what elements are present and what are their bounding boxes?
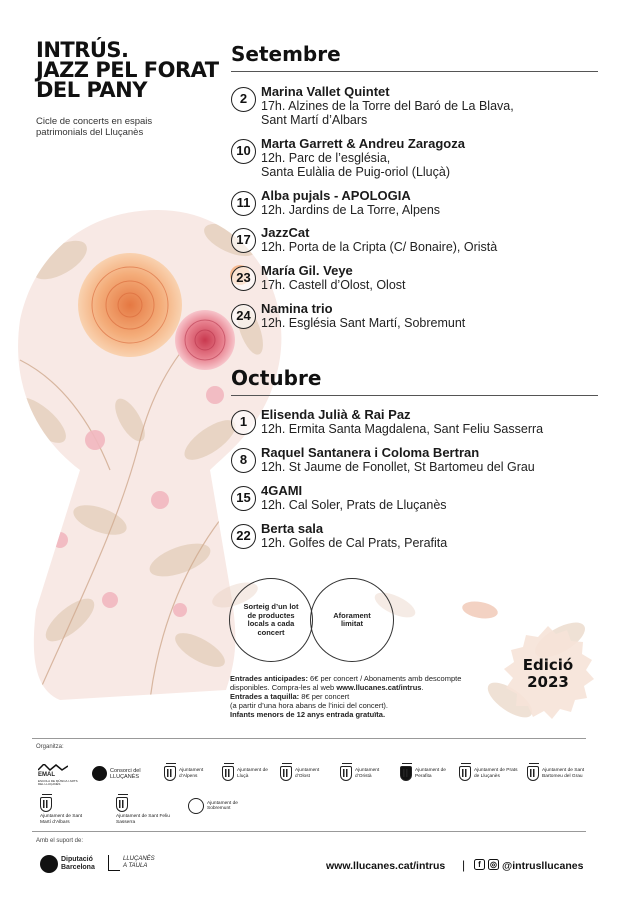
diputacio-logo	[40, 855, 95, 873]
municipal-crest-icon	[222, 766, 234, 781]
consorci-logo	[92, 766, 150, 781]
diputacio-name-2: Barcelona	[61, 864, 95, 871]
raffle-text: Sorteig d’un lot de productes locals a cada concert	[243, 602, 299, 637]
event-artist: Alba pujals - APOLOGIA	[261, 188, 411, 203]
event-venue: 12h. Jardins de La Torre, Alpens	[261, 203, 441, 217]
advance-label: Entrades anticipades:	[230, 674, 308, 683]
event-artist: Marina Vallet Quintet	[261, 84, 390, 99]
event-venue: 17h. Castell d’Olost, Olost	[261, 278, 406, 292]
poster-subtitle: Cicle de concerts en espais patrimonials del Lluçanès	[36, 116, 153, 138]
advance-text: 6€ per concert / Abonaments amb descompte disponibles. Compra-les al web	[230, 674, 462, 692]
event-venue: 12h. St Jaume de Fonollet, St Bartomeu del Grau	[261, 460, 535, 474]
organizers-label: Organitza:	[36, 744, 64, 750]
poster-title	[36, 40, 219, 100]
footer-separator: |	[462, 858, 466, 872]
event-venue: 17h. Alzines de la Torre del Baró de La Blava,	[261, 99, 514, 113]
ticket-info	[230, 674, 495, 719]
box-office-text: 8€ per concert	[299, 692, 350, 701]
event-day-badge: 23	[231, 266, 256, 291]
perafita-name: Ajuntament de Perafita	[415, 768, 446, 779]
event-item	[231, 408, 601, 448]
prats-logo	[459, 766, 520, 781]
perafita-logo	[400, 766, 449, 781]
event-venue: 12h. Església Sant Martí, Sobremunt	[261, 316, 466, 330]
event-day-badge: 2	[231, 87, 256, 112]
olost-logo	[280, 766, 329, 781]
llucanes-taula-1: LLUÇANÈS	[123, 856, 155, 862]
event-artist: 4GAMI	[261, 483, 303, 498]
event-day-badge: 8	[231, 448, 256, 473]
month-heading-october: Octubre	[231, 366, 322, 390]
event-item	[231, 264, 601, 304]
advance-end: .	[421, 683, 424, 692]
prats-name: Ajuntament de Prats de Lluçanès	[474, 768, 518, 779]
edition-label: Edició	[522, 656, 574, 674]
sobremunt-logo	[188, 798, 243, 814]
capacity-circle	[310, 578, 394, 662]
event-artist: Raquel Santanera i Coloma Bertran	[261, 445, 480, 460]
lluca-name: Ajuntament de Lluçà	[237, 768, 268, 779]
event-venue: 12h. Golfes de Cal Prats, Perafita	[261, 536, 448, 550]
municipal-crest-icon	[340, 766, 352, 781]
event-item	[231, 137, 601, 177]
section-divider	[32, 831, 586, 832]
consorci-mark-icon	[92, 766, 107, 781]
event-day-badge: 11	[231, 191, 256, 216]
edition-year: 2023	[527, 673, 569, 691]
event-artist: Marta Garrett & Andreu Zaragoza	[261, 136, 465, 151]
diputacio-name-1: Diputació	[61, 856, 93, 863]
event-day-badge: 24	[231, 304, 256, 329]
sobremunt-name: Ajuntament de Sobremunt	[207, 800, 238, 811]
emal-logo	[38, 764, 78, 787]
event-venue-cont: Santa Eulàlia de Puig-oriol (Lluçà)	[261, 165, 450, 179]
social-handle[interactable]: @intrusllucanes	[502, 860, 584, 872]
olost-name: Ajuntament d’Olost	[295, 768, 320, 779]
alpens-logo	[164, 766, 213, 781]
lluca-logo	[222, 766, 271, 781]
website-link[interactable]: www.llucanes.cat/intrus	[326, 860, 446, 872]
event-venue: 12h. Cal Soler, Prats de Lluçanès	[261, 498, 447, 512]
alpens-name: Ajuntament d’Alpens	[179, 768, 204, 779]
support-label: Amb el suport de:	[36, 838, 84, 844]
event-venue-cont: Sant Martí d’Albars	[261, 113, 368, 127]
emal-mark-icon	[38, 764, 68, 772]
sant-feliu-logo	[116, 797, 174, 825]
event-venue: 12h. Porta de la Cripta (C/ Bonaire), Oristà	[261, 240, 498, 254]
kids-free-text: Infants menors de 12 anys entrada gratuïta.	[230, 710, 386, 719]
municipal-crest-icon	[164, 766, 176, 781]
municipal-crest-icon	[527, 766, 539, 781]
municipal-crest-icon	[459, 766, 471, 781]
municipal-crest-icon	[116, 797, 128, 812]
sant-bartomeu-logo	[527, 766, 588, 781]
section-divider	[32, 738, 586, 739]
diputacio-mark-icon	[40, 855, 58, 873]
orista-name: Ajuntament d’Oristà	[355, 768, 380, 779]
event-artist: María Gil. Veye	[261, 263, 353, 278]
sant-feliu-name: Ajuntament de Sant Feliu Sasserra	[116, 814, 170, 825]
event-artist: JazzCat	[261, 225, 310, 240]
municipal-crest-icon	[40, 797, 52, 812]
llucanes-a-taula-logo	[108, 855, 155, 871]
event-venue: 12h. Parc de l’església,	[261, 151, 391, 165]
sobremunt-seal-icon	[188, 798, 204, 814]
event-day-badge: 15	[231, 486, 256, 511]
sant-marti-logo	[40, 797, 90, 825]
event-venue: 12h. Ermita Santa Magdalena, Sant Feliu Sasserra	[261, 422, 544, 436]
edition-text	[498, 657, 598, 691]
event-day-badge: 17	[231, 228, 256, 253]
title-line-3: DEL PANY	[36, 78, 147, 102]
municipal-crest-icon	[400, 766, 412, 781]
event-item	[231, 484, 601, 524]
event-item	[231, 189, 601, 229]
event-item	[231, 226, 601, 266]
fork-icon	[108, 855, 120, 871]
event-artist: Berta sala	[261, 521, 324, 536]
event-item	[231, 85, 601, 125]
title-line-1: INTRÚS.	[36, 38, 129, 62]
sant-bartomeu-name: Ajuntament de Sant Bartomeu del Grau	[542, 768, 585, 779]
event-artist: Namina trio	[261, 301, 333, 316]
facebook-icon[interactable]: f	[474, 859, 485, 870]
event-item	[231, 522, 601, 562]
instagram-icon[interactable]: ◎	[488, 859, 499, 870]
event-item	[231, 302, 601, 342]
title-line-2: JAZZ PEL FORAT	[36, 58, 219, 82]
event-artist: Elisenda Julià & Rai Paz	[261, 407, 411, 422]
orista-logo	[340, 766, 389, 781]
sant-marti-name: Ajuntament de Sant Martí d’Albars	[40, 814, 83, 825]
advance-url[interactable]: www.llucanes.cat/intrus	[336, 683, 422, 692]
raffle-circle	[229, 578, 313, 662]
llucanes-taula-2: A TAULA	[123, 863, 148, 869]
box-office-label: Entrades a taquilla:	[230, 692, 300, 701]
event-day-badge: 1	[231, 410, 256, 435]
month-heading-september: Setembre	[231, 42, 341, 66]
event-item	[231, 446, 601, 486]
month-divider	[231, 395, 598, 396]
box-office-note: (a partir d’una hora abans de l’inici del concert).	[230, 701, 389, 710]
consorci-name: Consorci del LLUÇANÈS	[110, 767, 141, 780]
municipal-crest-icon	[280, 766, 292, 781]
capacity-text: Aforament limitat	[333, 610, 371, 628]
emal-name: EMAL	[38, 772, 55, 778]
event-day-badge: 22	[231, 524, 256, 549]
month-divider	[231, 71, 598, 72]
emal-sub: ESCOLA DE MÚSICA I ARTS DEL LLUÇANÈS	[38, 778, 78, 786]
event-day-badge: 10	[231, 139, 256, 164]
